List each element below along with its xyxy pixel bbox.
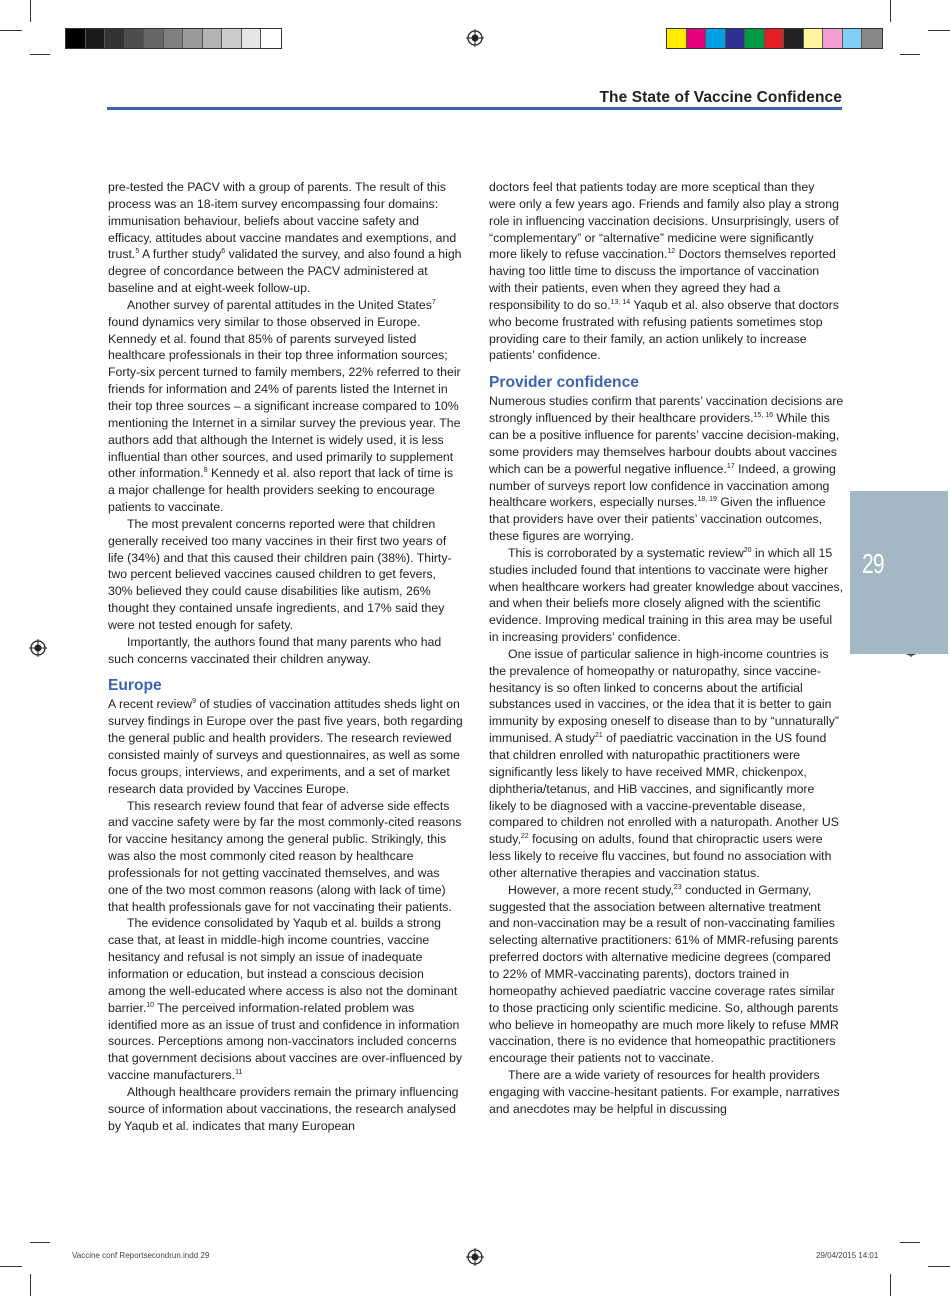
crop-mark xyxy=(900,54,920,55)
color-swatch xyxy=(105,29,125,48)
registration-mark-icon xyxy=(29,639,47,657)
color-swatch xyxy=(862,29,882,48)
crop-mark xyxy=(30,54,50,55)
color-swatch xyxy=(222,29,242,48)
header-rule xyxy=(107,107,842,110)
section-heading-provider-confidence: Provider confidence xyxy=(489,374,639,392)
color-swatch xyxy=(667,29,687,48)
paragraph: One issue of particular salience in high-income countries is the prevalence of homeopathy or naturopathy, since vaccine-hesitancy is so often linked to concerns about the artificial substances used in vaccines, or the idea that it is better to gain immunity by exposing oneself to disease than to by “unnaturally” immunised. A study$^{21}$ of paediatric vaccination in the US found that children enrolled with naturopathic practitioners were significantly less likely to have received MMR, chickenpox, diphtheria/tetanus, and HiB vaccines, and significantly more likely to be diagnosed with a vaccine-preventable disease, compared to children not enrolled with a naturopath. Another US study,$^{22}$ focusing on adults, found that chiropractic users were less likely to receive flu vaccines, but found no association with other alternative therapies and vaccination status. xyxy=(489,646,839,880)
paragraph: The most prevalent concerns reported were that children generally received too many vaccines in their first two years of life (34%) and that this caused their children pain (38%). Thirty-two percent believed vaccines caused children to get fevers, 30% believed they could cause disabilities like autism, 26% thought they contained unsafe ingredients, and 17% said they were not tested enough for safety. xyxy=(108,516,452,632)
color-swatch xyxy=(164,29,184,48)
paragraph: Importantly, the authors found that many parents who had such concerns vaccinated their children anyway. xyxy=(108,634,442,666)
color-swatch xyxy=(784,29,804,48)
footer-file-name: Vaccine conf Reportsecondrun.indd 29 xyxy=(72,1251,210,1260)
crop-mark xyxy=(890,1274,891,1296)
paragraph: This research review found that fear of adverse side effects and vaccine safety were by far the most commonly-cited reasons for vaccine hesitancy among the general public. Strikingly, this was also the most commonly cited reason by healthcare professionals for not getting vaccinated themselves, and was one of the two most common reasons (along with lack of time) that health professionals gave for not vaccinating their patients. xyxy=(108,798,462,914)
crop-mark xyxy=(30,1242,50,1243)
crop-mark xyxy=(900,1242,920,1243)
right-text-column xyxy=(489,179,844,1118)
color-swatch xyxy=(687,29,707,48)
footer-datetime: 29/04/2015 14:01 xyxy=(816,1251,879,1260)
grayscale-color-bar xyxy=(65,28,282,49)
crop-mark xyxy=(928,1266,950,1267)
paragraph: The evidence consolidated by Yaqub et al. builds a strong case that, at least in middle-high income countries, vaccine hesitancy and refusal is not simply an issue of inadequate information or education, but instead a conscious decision among the well-educated where access is also not the dominant barrier.$^{10}$ The perceived information-related problem was identified more as an issue of trust and confidence in information sources. Perceptions among non-vaccinators included concerns that government decisions about vaccines are over-influenced by vaccine manufacturers.$^{11}$ xyxy=(108,916,463,1083)
paragraph: Although healthcare providers remain the primary influencing source of information about vaccinations, the research analysed by Yaqub et al. indicates that many European xyxy=(108,1084,459,1133)
color-swatch xyxy=(125,29,145,48)
color-swatch xyxy=(804,29,824,48)
color-swatch xyxy=(261,29,281,48)
paragraph: A recent review$^9$ of studies of vaccination attitudes sheds light on survey findings in Europe over the past five years, both regarding the general public and health providers. The research reviewed consisted mainly of surveys and questionnaires, as well as some focus groups, interviews, and experiments, and a set of market research data provided by Vaccines Europe. xyxy=(108,697,463,796)
running-header-title: The State of Vaccine Confidence xyxy=(599,89,842,106)
crop-mark xyxy=(928,30,950,31)
color-swatch xyxy=(183,29,203,48)
color-swatch xyxy=(765,29,785,48)
paragraph: Numerous studies confirm that parents’ vaccination decisions are strongly influenced by their healthcare providers.$^{15, 16}$ While this can be a positive influence for parents’ vaccine decision-making, some providers may themselves harbour doubts about vaccines which can be a powerful negative influence.$^{17}$ Indeed, a growing number of surveys report low confidence in vaccination among healthcare workers, especially nurses.$^{18, 19}$ Given the influence that providers have over their patients’ vaccination outcomes, these figures are worrying. xyxy=(489,394,844,544)
paragraph: However, a more recent study,$^{23}$ conducted in Germany, suggested that the association between alternative treatment and non-vaccination may be a result of non-vaccinating families selecting alternative practitioners: 61% of MMR-refusing parents preferred doctors with alternative medicine degrees (compared to 22% of MMR-vaccinating parents), doctors trained in homeopathy achieved paediatric vaccine coverage rates similar to those practicing only scientific medicine. So, although parents who believe in homeopathy are much more likely to refuse MMR vaccination, there is no evidence that homeopathic practitioners encourage their patients not to vaccinate. xyxy=(489,882,839,1066)
registration-mark-icon xyxy=(466,1248,484,1266)
color-swatch xyxy=(745,29,765,48)
color-swatch xyxy=(823,29,843,48)
crop-mark xyxy=(890,0,891,22)
color-swatch xyxy=(242,29,262,48)
process-color-bar xyxy=(666,28,883,49)
paragraph: There are a wide variety of resources for health providers engaging with vaccine-hesitant patients. For example, narratives and anecdotes may be helpful in discussing xyxy=(489,1068,840,1116)
left-text-column xyxy=(108,179,463,1134)
crop-mark xyxy=(30,1274,31,1296)
crop-mark xyxy=(30,0,31,22)
paragraph: pre-tested the PACV with a group of parents. The result of this process was an 18-item survey encompassing four domains: immunisation behaviour, beliefs about vaccine safety and efficacy, attitudes about vaccine mandates and exemptions, and trust.$^5$ A further study$^6$ validated the survey, and also found a high degree of concordance between the PACV administered at baseline and at eight-week follow-up. xyxy=(108,180,462,296)
page-number: 29 xyxy=(862,548,884,579)
color-swatch xyxy=(843,29,863,48)
paragraph: This is corroborated by a systematic review$^{20}$ in which all 15 studies included found that intentions to vaccinate were higher when healthcare workers had greater knowledge about vaccines, and when their beliefs more closely aligned with the scientific evidence. Improving medical training in this area may be useful in increasing providers’ confidence. xyxy=(489,545,844,645)
paragraph: doctors feel that patients today are more sceptical than they were only a few years ago. Friends and family also play a strong role in influencing vaccination decisions. Unsurprisingly, users of “complementary” or “alternative” medicine were significantly more likely to refuse vaccination.$^{12}$ Doctors themselves reported having too little time to discuss the importance of vaccination with their patients, even when they agreed they had a responsibility to do so.$^{13, 14}$ Yaqub et al. also observe that doctors who become frustrated with refusing patients sometimes stop providing care to their family, an action unlikely to increase patients’ confidence. xyxy=(489,180,839,363)
crop-mark xyxy=(0,30,22,31)
color-swatch xyxy=(66,29,86,48)
crop-mark xyxy=(0,1266,22,1267)
color-swatch xyxy=(86,29,106,48)
paragraph: Another survey of parental attitudes in the United States$^7$ found dynamics very similar to those observed in Europe. Kennedy et al. found that 85% of parents surveyed listed healthcare professionals in their top three information sources; Forty-six percent turned to family members, 22% referred to their friends for information and 24% of parents listed the Internet in their top three sources – a significant increase compared to 10% mentioning the Internet in a similar survey the previous year. The authors add that although the Internet is widely used, it is less influential than other sources, and used primarily to supplement other information.$^8$ Kennedy et al. also report that lack of time is a major challenge for health providers seeking to encourage patients to vaccinate. xyxy=(108,297,461,515)
color-swatch xyxy=(726,29,746,48)
color-swatch xyxy=(203,29,223,48)
color-swatch xyxy=(706,29,726,48)
section-heading-europe: Europe xyxy=(108,677,162,695)
registration-mark-icon xyxy=(466,29,484,47)
color-swatch xyxy=(144,29,164,48)
